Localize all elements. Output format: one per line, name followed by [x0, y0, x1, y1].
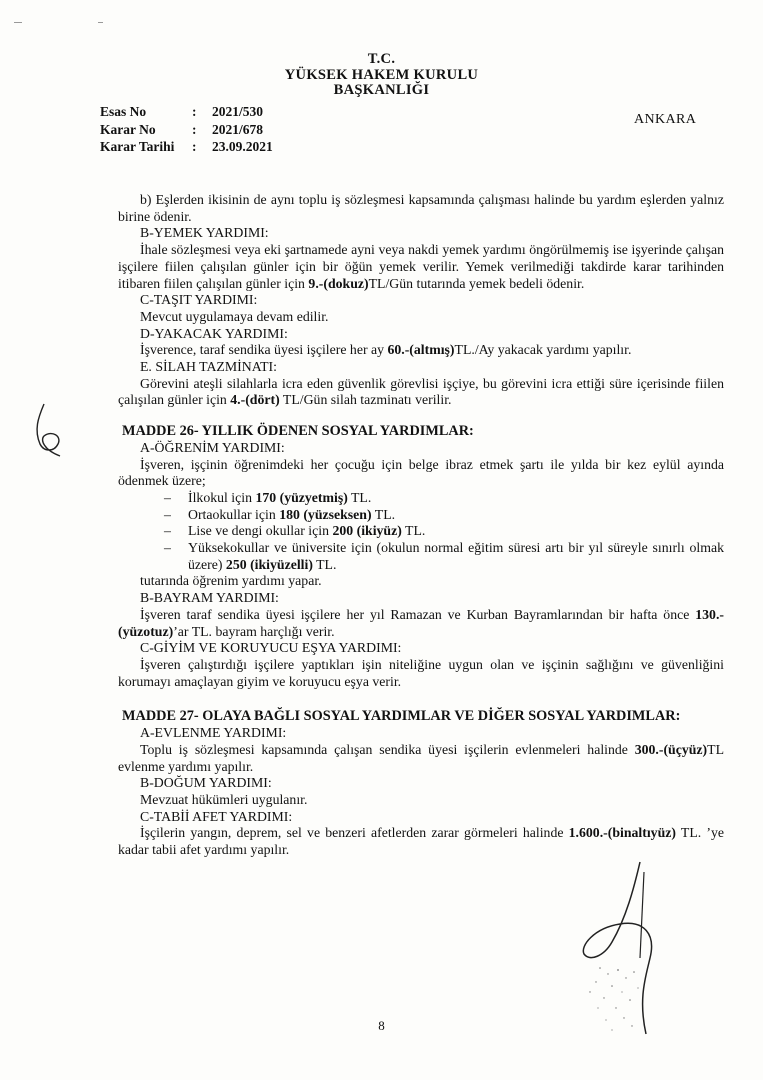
text: İlkokul için — [188, 489, 256, 505]
meta-value: 2021/678 — [212, 121, 264, 137]
section-disaster-title: C-TABİİ AFET YARDIMI: — [140, 808, 293, 824]
text: Görevini ateşli silahlarla icra eden güvenlik görevlisi işçiye, bu görevini icra ettiği süre içerisinde fiilen çalışılan günler için — [118, 375, 724, 408]
amount: 200 (ikiyüz) — [332, 523, 402, 539]
section-transport-title: C-TAŞIT YARDIMI: — [140, 292, 258, 308]
section-holiday-title: B-BAYRAM YARDIMI: — [140, 590, 279, 606]
section-weapon-title: E. SİLAH TAZMİNATI: — [140, 359, 277, 375]
text: TL/Gün silah tazminatı verilir. — [279, 392, 452, 408]
meta-key: Karar No — [100, 121, 156, 137]
section-holiday-text — [118, 607, 724, 640]
text: İşverence, taraf sendika üyesi işçilere her ay — [140, 342, 388, 358]
amount: 250 (ikiyüzelli) — [225, 556, 313, 572]
section-education-title: A-ÖĞRENİM YARDIMI: — [140, 439, 285, 455]
list-item — [164, 523, 724, 540]
text: TL. ’ye kadar tabii afet yardımı yapılır. — [118, 825, 724, 858]
section-marriage-text — [118, 742, 724, 775]
header-presidency: BAŞKANLIĞI — [333, 82, 430, 98]
meta-colon: : — [192, 104, 197, 119]
scan-mark — [14, 22, 22, 23]
section-clothing-text: İşveren çalıştırdığı işçilere yaptıkları işin niteliğine uygun olan ve işçinin sağlığını ve güvenliğini korumayı amaçlayan giyim ve koruyucu eşya verir. — [118, 656, 724, 689]
section-education-text: İşveren, işçinin öğrenimdeki her çocuğu için belge ibraz etmek şartı ile yılda bir kez eylül ayında ödenmek üzere; — [118, 456, 724, 489]
section-food-title: B-YEMEK YARDIMI: — [140, 225, 269, 241]
case-meta — [100, 103, 273, 156]
article-26-title: MADDE 26- YILLIK ÖDENEN SOSYAL YARDIMLAR: — [122, 423, 474, 440]
section-education-end: tutarında öğrenim yardımı yapar. — [140, 573, 322, 589]
text: ’ar TL. bayram harçlığı verir. — [173, 623, 335, 639]
amount: 300.-(üçyüz) — [634, 741, 708, 757]
meta-value: 2021/530 — [212, 104, 264, 119]
section-weapon-text — [118, 376, 724, 409]
text: TL./Ay yakacak yardımı yapılır. — [454, 342, 632, 358]
amount: 4.-(dört) — [230, 392, 280, 408]
meta-key: Esas No — [100, 104, 147, 119]
signature — [560, 858, 700, 1038]
document-body — [118, 192, 724, 859]
text: Yüksekokullar ve üniversite için (okulun normal eğitim süresi artı bir yıl süreyle sınırlı olmak üzere) — [188, 540, 724, 572]
text: İşçilerin yangın, deprem, sel ve benzeri afetlerden zarar görmeleri halinde — [140, 825, 569, 841]
city-label: ANKARA — [634, 112, 697, 127]
meta-colon: : — [192, 121, 197, 137]
meta-colon: : — [192, 139, 197, 154]
section-marriage-title: A-EVLENME YARDIMI: — [140, 725, 287, 741]
page-number: 8 — [378, 1018, 385, 1033]
amount: 180 (yüzseksen) — [279, 506, 372, 522]
section-fuel-title: D-YAKACAK YARDIMI: — [140, 325, 288, 341]
article-27-title: MADDE 27- OLAYA BAĞLI SOSYAL YARDIMLAR VE DİĞER SOSYAL YARDIMLAR: — [122, 708, 681, 725]
document-header — [0, 52, 763, 99]
scan-mark — [98, 22, 103, 23]
text: TL. — [347, 489, 372, 505]
list-item — [164, 540, 724, 573]
text: İşveren taraf sendika üyesi işçilere her yıl Ramazan ve Kurban Bayramlarından bir hafta önce — [140, 606, 696, 622]
meta-key: Karar Tarihi — [100, 139, 175, 154]
text: Lise ve dengi okullar için — [188, 523, 333, 539]
text: TL/Gün tutarında yemek bedeli ödenir. — [368, 275, 585, 291]
text: TL. — [371, 506, 396, 522]
text: TL. — [312, 556, 337, 572]
amount: 60.-(altmış) — [387, 342, 455, 358]
list-item — [164, 507, 724, 524]
text: İhale sözleşmesi veya eki şartnamede ayni veya nakdi yemek yardımı öngörülmemiş ise işyerinde çalışan işçilere fiilen çalışılan günler için bir öğün yemek verilir. Yemek verilmediği takdirde karar tarihinden itibaren fiilen çalışılan günler için — [118, 242, 724, 291]
section-disaster-text — [118, 825, 724, 858]
section-fuel-text — [118, 342, 724, 359]
text: Ortaokullar için — [188, 506, 280, 522]
meta-value: 23.09.2021 — [212, 139, 273, 154]
header-institution: YÜKSEK HAKEM KURULU — [284, 66, 479, 83]
text: Toplu iş sözleşmesi kapsamında çalışan sendika üyesi işçilerin evlenmeleri halinde — [140, 741, 635, 757]
education-list — [118, 490, 724, 574]
text: TL. — [401, 523, 426, 539]
section-transport-text: Mevcut uygulamaya devam edilir. — [140, 308, 329, 324]
handwritten-initial — [30, 400, 70, 460]
amount: 130.-(yüzotuz) — [118, 606, 724, 639]
paragraph-spouse: b) Eşlerden ikisinin de aynı toplu iş sözleşmesi kapsamında çalışması halinde bu yardım eşlerden yalnız birine ödenir. — [118, 192, 724, 224]
header-tc: T.C. — [367, 51, 396, 67]
amount: 1.600.-(binaltıyüz) — [568, 825, 676, 841]
amount: 170 (yüzyetmiş) — [255, 489, 348, 505]
text: TL evlenme yardımı yapılır. — [118, 741, 724, 774]
list-item — [164, 490, 724, 507]
section-food-text — [118, 242, 724, 292]
meta-row-esas — [100, 103, 273, 121]
meta-row-karar — [100, 121, 273, 139]
section-birth-title: B-DOĞUM YARDIMI: — [140, 775, 272, 791]
amount: 9.-(dokuz) — [308, 275, 369, 291]
meta-row-tarih — [100, 138, 273, 156]
section-clothing-title: C-GİYİM VE KORUYUCU EŞYA YARDIMI: — [140, 640, 402, 656]
section-birth-text: Mevzuat hükümleri uygulanır. — [140, 791, 308, 807]
